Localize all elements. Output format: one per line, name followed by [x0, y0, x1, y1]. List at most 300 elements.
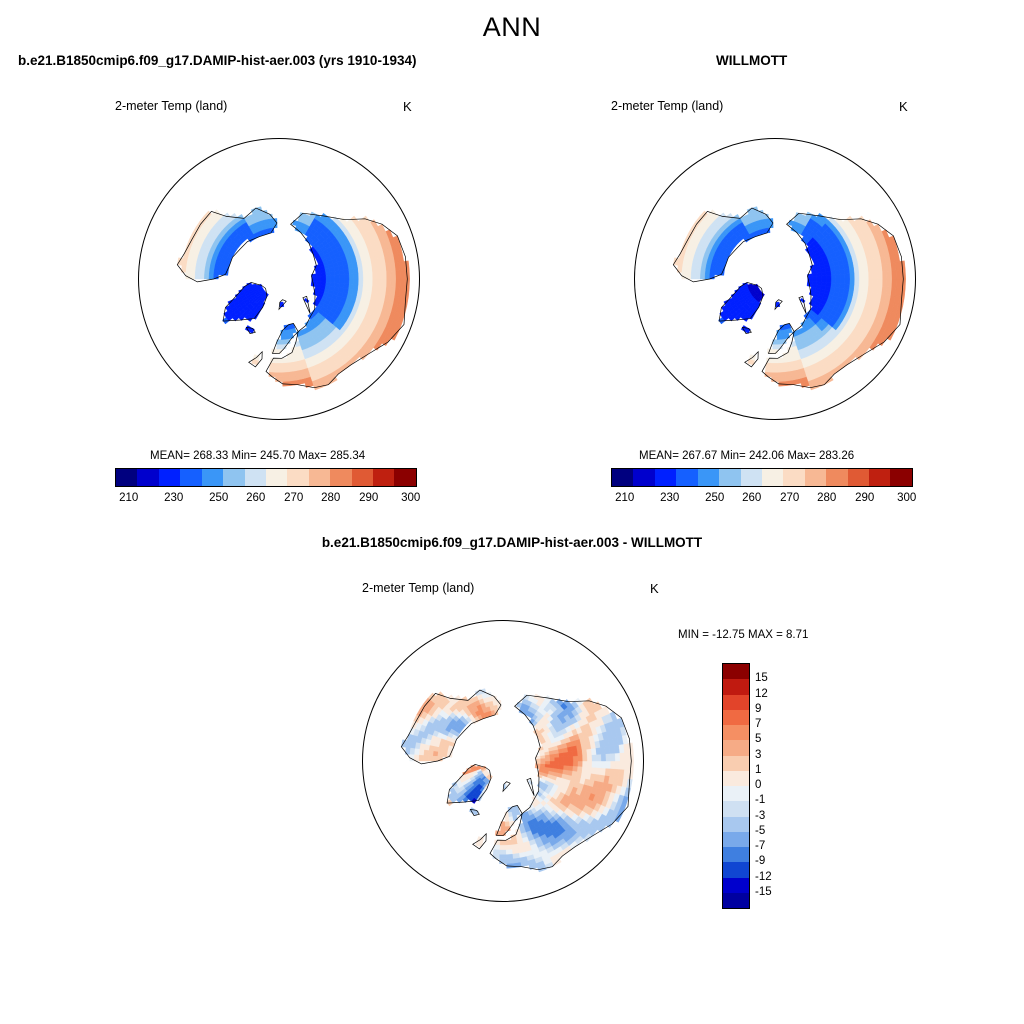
- map-grid-cell: [558, 769, 563, 774]
- colorbar-tick-label: 230: [164, 492, 184, 504]
- map-grid-cell: [812, 282, 817, 285]
- map-grid-cell: [592, 755, 597, 762]
- map-grid-cell: [506, 859, 513, 864]
- map-grid-cell: [582, 767, 587, 773]
- map-grid-cell: [339, 283, 344, 288]
- map-grid-cell: [605, 768, 610, 776]
- map-grid-cell: [564, 761, 569, 766]
- colorbar-tick-label: 290: [359, 492, 379, 504]
- polar-map-model: [138, 138, 420, 420]
- map-grid-cell: [826, 283, 831, 287]
- map-grid-cell: [587, 761, 592, 767]
- map-grid-cell: [715, 271, 720, 276]
- colorbar-tick-label: -5: [755, 824, 766, 837]
- colorbar-observation: [611, 468, 913, 487]
- map-grid-cell: [349, 274, 354, 279]
- map-grid-cell: [772, 358, 778, 363]
- map-grid-cell: [344, 274, 349, 279]
- map-grid-cell: [438, 752, 443, 757]
- map-grid-cell: [499, 859, 506, 864]
- map-grid-cell: [705, 274, 710, 279]
- colorbar-swatch: [394, 469, 415, 486]
- colorbar-swatch: [180, 469, 201, 486]
- map-grid-cell: [340, 274, 345, 279]
- map-grid-cell: [568, 761, 573, 766]
- colorbar-tick-label: 5: [755, 733, 762, 746]
- map-grid-cell: [686, 273, 691, 279]
- map-grid-cell: [276, 358, 282, 363]
- map-grid-cell: [325, 282, 330, 286]
- map-grid-cell: [691, 267, 696, 273]
- map-grid-cell: [500, 854, 507, 859]
- colorbar-swatch: [723, 817, 749, 832]
- map-grid-cell: [772, 349, 777, 354]
- map-grid-cell: [863, 266, 868, 273]
- map-grid-cell: [276, 372, 283, 377]
- map-grid-cell: [821, 282, 826, 286]
- colorbar-tick-label: 250: [209, 492, 229, 504]
- map-grid-cell: [321, 282, 326, 286]
- colorbar-swatch: [723, 756, 749, 771]
- map-grid-cell: [395, 279, 400, 288]
- map-grid-cell: [831, 283, 836, 288]
- map-grid-cell: [316, 279, 321, 282]
- map-grid-cell: [836, 274, 841, 279]
- map-grid-cell: [282, 358, 288, 363]
- map-grid-cell: [386, 271, 391, 279]
- map-grid-cell: [276, 349, 281, 354]
- map-grid-cell: [386, 279, 391, 287]
- map-grid-cell: [887, 271, 892, 279]
- colorbar-swatch: [848, 469, 869, 486]
- colorbar-swatch: [266, 469, 287, 486]
- map-grid-cell: [330, 283, 335, 287]
- map-grid-cell: [354, 279, 359, 285]
- map-grid-cell: [419, 749, 424, 755]
- map-grid-cell: [765, 367, 772, 372]
- map-grid-cell: [867, 265, 872, 272]
- map-grid-cell: [771, 377, 778, 382]
- map-grid-cell: [836, 279, 841, 284]
- colorbar-swatch: [373, 469, 394, 486]
- map-grid-cell: [335, 279, 340, 283]
- map-grid-cell: [778, 372, 785, 377]
- map-grid-cell: [592, 761, 597, 768]
- map-grid-cell: [868, 272, 873, 279]
- map-grid-cell: [877, 279, 882, 287]
- panel-variable-model: 2-meter Temp (land): [115, 99, 228, 113]
- colorbar-tick-label: -3: [755, 809, 766, 822]
- map-grid-cell: [864, 279, 869, 286]
- map-grid-cell: [835, 283, 840, 288]
- colorbar-swatch: [723, 893, 749, 908]
- map-grid-cell: [500, 831, 505, 836]
- colorbar-swatch: [159, 469, 180, 486]
- map-grid-cell: [381, 264, 386, 272]
- map-grid-cell: [506, 845, 512, 850]
- map-grid-cell: [896, 270, 901, 279]
- map-grid-cell: [778, 367, 785, 372]
- map-grid-cell: [381, 279, 386, 287]
- map-grid-cell: [545, 764, 550, 768]
- map-grid-cell: [363, 279, 368, 285]
- map-grid-cell: [500, 850, 507, 855]
- panel-units-difference: K: [650, 581, 659, 596]
- panel-title-difference: b.e21.B1850cmip6.f09_g17.DAMIP-hist-aer.003 - WILLMOTT: [321, 535, 703, 550]
- map-grid-cell: [424, 756, 429, 762]
- colorbar-swatch: [655, 469, 676, 486]
- colorbar-swatch: [287, 469, 308, 486]
- map-grid-cell: [578, 761, 583, 767]
- colorbar-swatch: [330, 469, 351, 486]
- map-grid-cell: [772, 363, 778, 368]
- map-grid-cell: [812, 279, 817, 282]
- panel-title-observation: WILLMOTT: [716, 53, 788, 68]
- map-grid-cell: [850, 274, 855, 280]
- map-grid-cell: [601, 761, 606, 768]
- colorbar-observation-ticks: [611, 492, 917, 508]
- colorbar-tick-label: -12: [755, 870, 772, 883]
- colorbar-swatch: [723, 695, 749, 710]
- colorbar-swatch: [723, 710, 749, 725]
- map-grid-cell: [817, 279, 822, 282]
- map-grid-cell: [372, 272, 377, 279]
- colorbar-tick-label: 210: [119, 492, 139, 504]
- map-grid-cell: [316, 282, 321, 285]
- map-grid-cell: [877, 272, 882, 280]
- map-grid-cell: [863, 285, 868, 292]
- colorbar-model-ticks: [115, 492, 421, 508]
- map-grid-cell: [591, 748, 596, 755]
- map-grid-cell: [578, 756, 583, 762]
- map-grid-cell: [840, 274, 845, 279]
- map-grid-cell: [190, 273, 195, 279]
- map-grid-cell: [595, 768, 600, 775]
- colorbar-tick-label: 290: [855, 492, 875, 504]
- map-grid-cell: [822, 279, 827, 283]
- map-grid-cell: [367, 285, 372, 292]
- map-grid-cell: [321, 279, 326, 282]
- map-grid-cell: [877, 286, 882, 294]
- colorbar-tick-label: 1: [755, 763, 762, 776]
- map-grid-cell: [282, 363, 288, 368]
- map-grid-cell: [691, 273, 696, 279]
- map-grid-cell: [868, 279, 873, 286]
- panel-units-observation: K: [899, 99, 908, 114]
- map-grid-cell: [826, 275, 831, 279]
- colorbar-swatch: [869, 469, 890, 486]
- map-grid-cell: [433, 751, 438, 756]
- map-grid-cell: [554, 757, 559, 761]
- map-grid-cell: [573, 756, 578, 761]
- map-grid-cell: [330, 279, 335, 283]
- colorbar-tick-label: 280: [321, 492, 341, 504]
- map-grid-cell: [550, 757, 555, 761]
- map-grid-cell: [777, 335, 781, 340]
- map-grid-cell: [443, 753, 448, 758]
- colorbar-swatch: [723, 771, 749, 786]
- colorbar-swatch: [890, 469, 911, 486]
- colorbar-tick-label: 15: [755, 672, 768, 685]
- map-grid-cell: [859, 279, 864, 285]
- colorbar-tick-label: 270: [284, 492, 304, 504]
- map-grid-cell: [493, 849, 500, 854]
- map-grid-cell: [577, 750, 582, 756]
- map-grid-cell: [505, 821, 510, 826]
- colorbar-swatch: [698, 469, 719, 486]
- map-grid-cell: [586, 749, 591, 755]
- colorbar-swatch: [723, 786, 749, 801]
- map-grid-cell: [778, 363, 784, 368]
- map-grid-cell: [540, 764, 545, 767]
- map-grid-cell: [205, 269, 210, 275]
- map-grid-cell: [859, 273, 864, 279]
- map-grid-cell: [772, 368, 779, 373]
- map-grid-cell: [368, 273, 373, 280]
- map-grid-cell: [276, 368, 283, 373]
- map-grid-cell: [845, 279, 850, 284]
- map-grid-cell: [340, 279, 345, 284]
- colorbar-swatch: [202, 469, 223, 486]
- colorbar-swatch: [723, 878, 749, 893]
- map-grid-cell: [344, 279, 349, 284]
- map-grid-cell: [610, 761, 615, 769]
- map-grid-cell: [545, 761, 550, 764]
- map-grid-cell: [400, 270, 405, 279]
- map-grid-cell: [276, 363, 282, 368]
- map-grid-cell: [362, 285, 367, 291]
- colorbar-tick-label: 250: [705, 492, 725, 504]
- map-grid-cell: [849, 268, 854, 274]
- panel-stats-model: MEAN= 268.33 Min= 245.70 Max= 285.34: [150, 450, 366, 462]
- map-grid-cell: [826, 279, 831, 283]
- map-grid-cell: [596, 761, 601, 768]
- map-grid-cell: [772, 372, 779, 377]
- map-grid-cell: [358, 279, 363, 285]
- colorbar-model: [115, 468, 417, 487]
- colorbar-swatch: [723, 801, 749, 816]
- colorbar-tick-label: 230: [660, 492, 680, 504]
- map-grid-cell: [573, 761, 578, 766]
- colorbar-swatch: [723, 664, 749, 679]
- colorbar-tick-label: 300: [401, 492, 421, 504]
- colorbar-difference: [722, 663, 750, 909]
- colorbar-tick-label: 280: [817, 492, 837, 504]
- map-grid-cell: [559, 757, 564, 761]
- map-grid-cell: [500, 845, 506, 850]
- map-grid-cell: [582, 761, 587, 767]
- colorbar-swatch: [116, 469, 137, 486]
- map-grid-cell: [415, 749, 420, 755]
- map-grid-cell: [424, 750, 429, 756]
- map-grid-cell: [831, 275, 836, 279]
- colorbar-tick-label: 3: [755, 748, 762, 761]
- colorbar-tick-label: 0: [755, 779, 762, 791]
- map-grid-cell: [854, 285, 859, 291]
- map-grid-cell: [358, 285, 363, 291]
- map-grid-cell: [582, 755, 587, 761]
- map-grid-cell: [831, 279, 836, 283]
- map-grid-cell: [344, 269, 349, 274]
- map-grid-cell: [214, 270, 219, 275]
- map-grid-cell: [840, 269, 845, 274]
- map-grid-cell: [864, 273, 869, 280]
- map-grid-cell: [624, 761, 629, 770]
- map-grid-cell: [506, 854, 513, 859]
- map-grid-cell: [330, 275, 335, 279]
- map-grid-cell: [605, 746, 610, 754]
- colorbar-tick-label: -15: [755, 885, 772, 898]
- figure-title: ANN: [482, 12, 542, 42]
- map-grid-cell: [822, 275, 827, 279]
- panel-units-model: K: [403, 99, 412, 114]
- map-grid-cell: [705, 269, 710, 274]
- map-grid-cell: [277, 344, 282, 349]
- map-grid-cell: [282, 367, 289, 372]
- map-grid-cell: [887, 279, 892, 287]
- map-grid-cell: [830, 287, 835, 292]
- colorbar-tick-label: -1: [755, 794, 766, 807]
- map-grid-cell: [605, 761, 610, 769]
- map-grid-cell: [849, 284, 854, 290]
- map-grid-cell: [344, 284, 349, 289]
- map-grid-cell: [372, 279, 377, 286]
- map-grid-cell: [391, 271, 396, 279]
- map-grid-cell: [371, 265, 376, 272]
- map-grid-cell: [371, 286, 376, 293]
- colorbar-swatch: [723, 740, 749, 755]
- map-grid-cell: [559, 761, 564, 765]
- colorbar-swatch: [783, 469, 804, 486]
- map-grid-cell: [858, 285, 863, 291]
- map-grid-cell: [358, 273, 363, 279]
- map-grid-cell: [854, 267, 859, 273]
- map-grid-cell: [186, 266, 191, 273]
- map-grid-cell: [891, 271, 896, 280]
- map-grid-cell: [840, 279, 845, 284]
- colorbar-tick-label: 260: [742, 492, 762, 504]
- map-grid-cell: [204, 274, 209, 279]
- map-grid-cell: [410, 748, 415, 755]
- colorbar-swatch: [633, 469, 654, 486]
- polar-map-difference: [362, 620, 644, 902]
- map-grid-cell: [419, 755, 424, 761]
- panel-stats-difference: MIN = -12.75 MAX = 8.71: [678, 629, 809, 641]
- polar-map-observation-svg: [634, 138, 916, 420]
- map-grid-cell: [326, 275, 331, 279]
- colorbar-swatch: [741, 469, 762, 486]
- colorbar-swatch: [762, 469, 783, 486]
- colorbar-tick-label: 270: [780, 492, 800, 504]
- map-grid-cell: [219, 271, 224, 276]
- panel-title-model: b.e21.B1850cmip6.f09_g17.DAMIP-hist-aer.003 (yrs 1910-1934): [18, 53, 417, 68]
- map-grid-cell: [429, 751, 434, 757]
- colorbar-swatch: [137, 469, 158, 486]
- map-grid-cell: [281, 339, 286, 344]
- map-grid-cell: [554, 761, 559, 765]
- map-grid-cell: [615, 761, 620, 769]
- map-grid-cell: [400, 279, 405, 288]
- map-grid-cell: [200, 274, 205, 280]
- map-grid-cell: [568, 756, 573, 761]
- map-grid-cell: [873, 279, 878, 286]
- map-grid-cell: [877, 264, 882, 272]
- map-grid-cell: [715, 266, 720, 271]
- map-grid-cell: [701, 269, 706, 275]
- map-grid-cell: [335, 283, 340, 288]
- map-grid-cell: [326, 279, 331, 283]
- colorbar-swatch: [719, 469, 740, 486]
- map-grid-cell: [550, 761, 555, 765]
- map-grid-cell: [377, 279, 382, 286]
- map-grid-cell: [377, 272, 382, 279]
- map-grid-cell: [591, 767, 596, 774]
- map-grid-cell: [282, 377, 289, 382]
- colorbar-swatch: [352, 469, 373, 486]
- colorbar-swatch: [723, 847, 749, 862]
- map-grid-cell: [549, 764, 554, 768]
- map-grid-cell: [858, 267, 863, 273]
- polar-map-model-svg: [138, 138, 420, 420]
- map-grid-cell: [367, 266, 372, 273]
- colorbar-tick-label: 210: [615, 492, 635, 504]
- map-grid-cell: [778, 358, 784, 363]
- map-grid-cell: [817, 282, 822, 286]
- map-grid-cell: [281, 335, 285, 340]
- map-grid-cell: [554, 765, 559, 769]
- map-grid-cell: [506, 849, 513, 854]
- map-grid-cell: [587, 755, 592, 761]
- map-grid-cell: [696, 268, 701, 274]
- map-grid-cell: [358, 267, 363, 273]
- map-grid-cell: [840, 284, 845, 289]
- map-grid-cell: [368, 279, 373, 286]
- map-grid-cell: [363, 273, 368, 279]
- map-grid-cell: [596, 754, 601, 761]
- map-grid-cell: [595, 747, 600, 754]
- map-grid-cell: [624, 752, 629, 761]
- map-grid-cell: [381, 272, 386, 280]
- colorbar-tick-label: 260: [246, 492, 266, 504]
- map-grid-cell: [891, 279, 896, 288]
- map-grid-cell: [443, 748, 448, 753]
- colorbar-swatch: [723, 862, 749, 877]
- map-grid-cell: [605, 754, 610, 762]
- map-grid-cell: [559, 765, 564, 770]
- panel-stats-observation: MEAN= 267.67 Min= 242.06 Max= 283.26: [639, 450, 855, 462]
- map-grid-cell: [500, 840, 506, 845]
- colorbar-tick-label: -9: [755, 855, 766, 868]
- map-grid-cell: [601, 754, 606, 761]
- map-grid-cell: [362, 267, 367, 273]
- map-grid-cell: [191, 267, 196, 273]
- map-grid-cell: [568, 766, 573, 771]
- map-grid-cell: [572, 751, 577, 757]
- map-grid-cell: [209, 269, 214, 274]
- map-grid-cell: [568, 751, 573, 756]
- colorbar-swatch: [826, 469, 847, 486]
- map-grid-cell: [710, 270, 715, 275]
- colorbar-tick-label: 7: [755, 718, 762, 730]
- panel-variable-difference: 2-meter Temp (land): [362, 581, 475, 595]
- polar-map-difference-svg: [362, 620, 644, 902]
- map-grid-cell: [586, 767, 591, 773]
- colorbar-swatch: [723, 832, 749, 847]
- map-grid-cell: [687, 267, 692, 273]
- colorbar-swatch: [309, 469, 330, 486]
- map-grid-cell: [773, 344, 778, 349]
- map-grid-cell: [700, 274, 705, 279]
